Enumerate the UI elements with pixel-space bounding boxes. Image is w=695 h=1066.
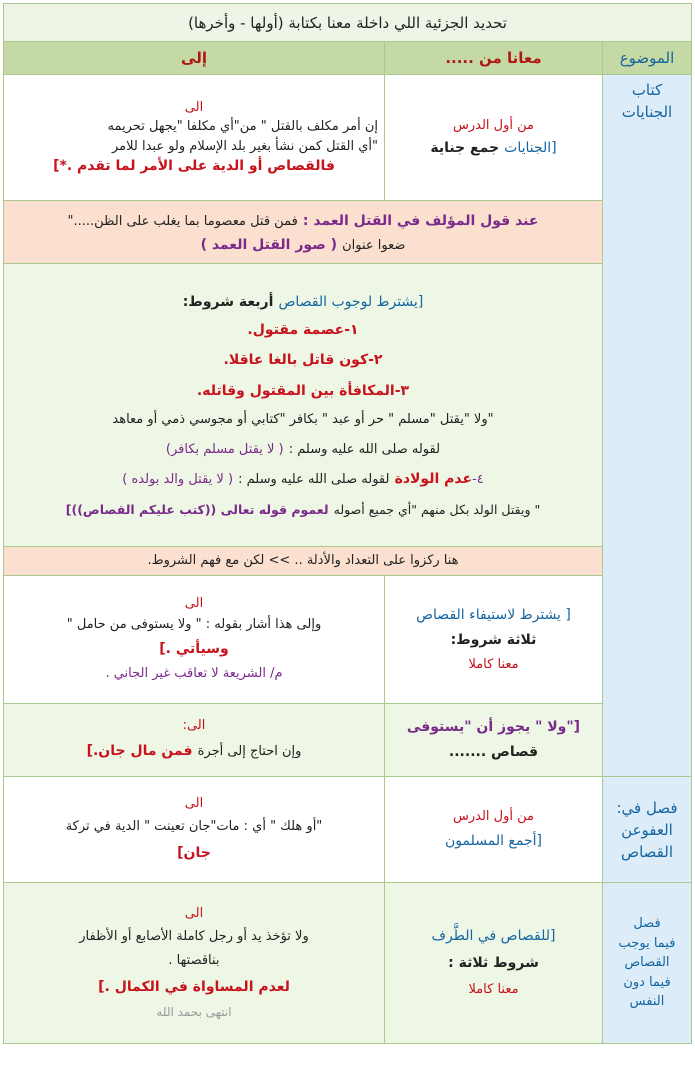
- condition-2: ٢-كون قاتل بالغا عاقلا.: [223, 352, 383, 369]
- header-from: معانا من .....: [385, 42, 603, 75]
- to-cell-yastawfa: الى: وإن احتاج إلى أجرة فمن مال جان.]: [4, 704, 385, 777]
- from-cell-jinayat: من أول الدرس [الجنايات جمع جناية: [385, 75, 603, 201]
- page-title: تحديد الجزئية اللي داخلة معنا بكتابة (أولها - وأخرها): [4, 4, 692, 42]
- topic-cell-kitab-aljinayat: كتاب الجنايات: [603, 75, 692, 777]
- closing-note: انتهى بحمد الله: [156, 1004, 232, 1019]
- condition-3: ٣-المكافأة بين المقتول وقاتله.: [196, 383, 410, 400]
- from-cell-afw: من أول الدرس [أجمع المسلمون: [385, 777, 603, 883]
- to-cell-afw: الى "أو هلك " أي : مات"جان تعينت " الدية في تركة جان]: [4, 777, 385, 883]
- to-cell-istifa: الى وإلى هذا أشار بقوله : " ولا يستوفى من حامل " وسيأتي .] م/ الشريعة لا تعاقب غير الجاني .: [4, 576, 385, 704]
- from-cell-istifa: [ يشترط لاستيفاء القصاص ثلاثة شروط: معنا كاملا: [385, 576, 603, 704]
- header-topic: الموضوع: [603, 42, 692, 75]
- condition-1: ١-عصمة مقتول.: [247, 321, 359, 338]
- condition-4: ٤-عدم الولادة لقوله صلى الله عليه وسلم : ( لا يقتل والد بولده ): [122, 471, 484, 488]
- from-cell-yastawfa: ["ولا " يجوز أن "يستوفى قصاص .......: [385, 704, 603, 777]
- note-qatl-amd: عند قول المؤلف في القتل العمد : فمن قتل معصوما بما يغلب على الظن....." ضعوا عنوان ( صور القتل العمد ): [4, 201, 603, 264]
- from-cell-tarf: [للقصاص في الطَّرف شروط ثلاثة : معنا كاملا: [385, 883, 603, 1044]
- topic-cell-afw: فصل في: العفوعن القصاص: [603, 777, 692, 883]
- topic-cell-tarf: فصل فيما يوجب القصاص فيما دون النفس: [603, 883, 692, 1044]
- to-cell-tarf: الى ولا تؤخذ يد أو رجل كاملة الأصابع أو الأظفار بناقصتها . لعدم المساواة في الكمال .] انتهى بحمد الله: [4, 883, 385, 1044]
- schedule-table: [3, 3, 692, 1044]
- qisas-conditions-block: [يشترط لوجوب القصاص أربعة شروط: ١-عصمة مقتول. ٢-كون قاتل بالغا عاقلا. ٣-المكافأة بين المقتول وقاتله. "ولا "يقتل "مسلم " حر أو عبد " بكافر "كتابي أو مجوسي ذمي أو معاهد لقوله صلى الله عليه وسلم : ( لا يقتل مسلم بكافر) ٤-عدم الولادة لقوله صلى الله عليه وسلم : ( لا يقتل والد بولده ) " ويقتل الولد بكل منهم "أي جميع أصوله لعموم قوله تعالى ((كتب عليكم القصاص))]: [4, 264, 603, 547]
- to-cell-jinayat: الى إن أمر مكلف بالقتل " من"أي مكلفا "يجهل تحريمه "أي القتل كمن نشأ بغير بلد الإسلام ولو عبدا للامر فالقصاص أو الدية على الأمر لما تقدم .*]: [4, 75, 385, 201]
- header-to: إلى: [4, 42, 385, 75]
- note-focus: هنا ركزوا على التعداد والأدلة .. >> لكن مع فهم الشروط.: [4, 547, 603, 576]
